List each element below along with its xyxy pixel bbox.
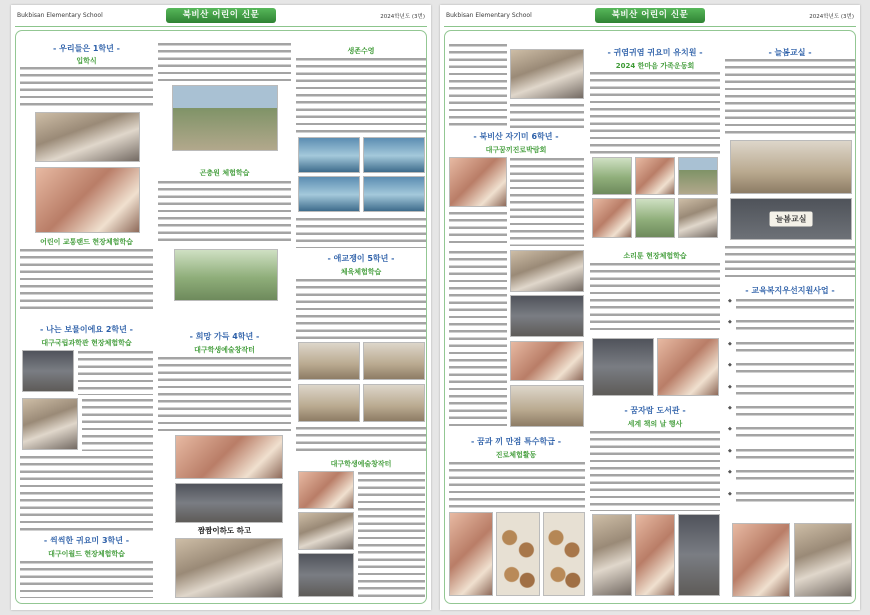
list-item xyxy=(728,406,854,427)
body-text xyxy=(725,246,855,280)
photo xyxy=(635,157,675,195)
photo xyxy=(175,538,283,598)
photo xyxy=(363,342,425,380)
list-item xyxy=(728,449,854,470)
special-class-career-title: 진로체험활동 xyxy=(495,451,537,459)
photo xyxy=(298,176,360,212)
photo xyxy=(592,514,632,596)
header-divider xyxy=(15,26,427,27)
photo xyxy=(732,523,790,597)
body-text xyxy=(358,472,425,598)
grade1-traffic-title: 어린이 교통랜드 현장체험학습 xyxy=(40,238,133,246)
photo xyxy=(298,342,360,380)
grade5-heading: - 애교쟁이 5학년 - xyxy=(327,254,395,263)
photo xyxy=(510,341,584,381)
photo xyxy=(635,514,675,596)
photo-caption: 짬짬이하도 하고 xyxy=(197,526,252,535)
body-text xyxy=(296,279,426,339)
photo xyxy=(174,249,278,301)
list-item xyxy=(728,342,854,363)
body-text xyxy=(736,492,854,506)
grade3-insect-title: 곤충원 체험학습 xyxy=(199,169,250,177)
list-item xyxy=(728,299,854,320)
photo xyxy=(298,553,354,597)
photo xyxy=(175,435,283,479)
newsletter-page-left xyxy=(11,5,431,610)
body-text xyxy=(449,462,585,508)
after-school-heading: - 늘봄교실 - xyxy=(768,48,812,57)
body-text xyxy=(736,470,854,484)
body-text xyxy=(20,456,153,532)
photo xyxy=(730,198,852,240)
photo xyxy=(175,483,283,523)
photo xyxy=(35,167,140,233)
grade3-eworld-title: 대구이월드 현장체험학습 xyxy=(48,550,125,558)
photo xyxy=(678,157,718,195)
body-text xyxy=(590,431,720,511)
body-text xyxy=(449,44,507,128)
photo xyxy=(22,398,78,450)
grade4-art-title: 대구학생예술창작터 xyxy=(194,346,255,354)
list-item xyxy=(728,427,854,448)
header-divider xyxy=(444,26,856,27)
body-text xyxy=(725,59,855,137)
newsletter-masthead: 북비산 어린이 신문 xyxy=(166,8,276,23)
grade5-sports-title: 체육체험학습 xyxy=(340,268,382,276)
special-class-heading: - 꿈과 끼 만점 특수학급 - xyxy=(470,437,562,446)
grade3-heading: - 씩씩한 귀요미 3학년 - xyxy=(43,536,130,545)
photo xyxy=(449,157,507,207)
photo xyxy=(298,384,360,422)
photo xyxy=(363,176,425,212)
body-text xyxy=(736,427,854,441)
body-text xyxy=(510,158,584,246)
photo xyxy=(678,198,718,238)
body-text xyxy=(449,251,507,429)
grade4-swim-title: 생존수영 xyxy=(347,47,375,55)
list-item xyxy=(728,492,854,513)
body-text xyxy=(158,357,291,431)
list-item xyxy=(728,363,854,384)
photo xyxy=(678,514,720,596)
photo xyxy=(510,49,584,99)
grade4-heading: - 희망 가득 4학년 - xyxy=(189,332,260,341)
list-item xyxy=(728,320,854,341)
kindergarten-field-trip-title: 소리툰 현장체험학습 xyxy=(623,252,687,260)
welfare-program-list xyxy=(728,299,854,513)
grade5-art-title: 대구학생예술창작터 xyxy=(330,460,392,468)
body-text xyxy=(736,299,854,313)
photo xyxy=(592,338,654,396)
body-text xyxy=(296,58,426,134)
photo xyxy=(298,471,354,509)
photo xyxy=(172,85,278,151)
body-text xyxy=(78,351,153,395)
kindergarten-heading: - 귀염귀염 귀요미 유치원 - xyxy=(607,48,703,57)
kindergarten-sports-day-title: 2024 한마음 가족운동회 xyxy=(615,62,695,70)
body-text xyxy=(82,399,153,451)
newsletter-masthead: 북비산 어린이 신문 xyxy=(595,8,705,23)
photo xyxy=(298,512,354,550)
issue-number: 2024학년도 (3번) xyxy=(380,14,425,20)
photo xyxy=(363,384,425,422)
photo xyxy=(363,137,425,173)
grade2-heading: - 나는 보물이에요 2학년 - xyxy=(40,325,133,334)
list-item xyxy=(728,470,854,491)
grade1-heading: - 우리들은 1학년 - xyxy=(53,44,120,53)
welfare-heading: - 교육복지우선지원사업 - xyxy=(745,286,835,295)
photo xyxy=(496,512,540,596)
classroom-sign: 늘봄교실 xyxy=(770,212,813,227)
body-text xyxy=(20,249,153,313)
body-text xyxy=(736,406,854,420)
photo xyxy=(794,523,852,597)
grade2-science-title: 대구국립과학관 현장체험학습 xyxy=(41,339,132,347)
photo xyxy=(298,137,360,173)
body-text xyxy=(20,561,153,598)
school-name: Bukbisan Elementary School xyxy=(446,12,532,19)
library-book-day-title: 세계 책의 날 행사 xyxy=(627,420,683,428)
photo xyxy=(543,512,585,596)
photo xyxy=(592,157,632,195)
photo xyxy=(510,385,584,427)
school-name: Bukbisan Elementary School xyxy=(17,12,103,19)
photo xyxy=(635,198,675,238)
body-text xyxy=(736,320,854,334)
grade6-career-fair-title: 대구꿈끼진로박람회 xyxy=(485,146,547,154)
newsletter-page-right xyxy=(440,5,860,610)
library-heading: - 꿈자람 도서관 - xyxy=(624,406,686,415)
photo xyxy=(592,198,632,238)
photo xyxy=(657,338,719,396)
body-text xyxy=(20,67,153,109)
body-text xyxy=(296,218,426,248)
body-text xyxy=(510,104,584,128)
body-text xyxy=(590,263,720,335)
body-text xyxy=(296,427,426,455)
photo xyxy=(35,112,140,162)
body-text xyxy=(590,72,720,154)
photo xyxy=(510,295,584,337)
issue-number: 2024학년도 (3번) xyxy=(809,14,854,20)
grade1-entrance-title: 입학식 xyxy=(76,57,97,65)
photo xyxy=(730,140,852,194)
body-text xyxy=(158,43,291,81)
body-text xyxy=(736,385,854,399)
photo xyxy=(510,250,584,292)
grade6-heading: - 북비산 자기미 6학년 - xyxy=(473,132,559,141)
photo xyxy=(22,350,74,392)
body-text xyxy=(449,212,507,246)
body-text xyxy=(736,342,854,356)
body-text xyxy=(736,363,854,377)
body-text xyxy=(736,449,854,463)
photo xyxy=(449,512,493,596)
list-item xyxy=(728,385,854,406)
body-text xyxy=(158,181,291,243)
